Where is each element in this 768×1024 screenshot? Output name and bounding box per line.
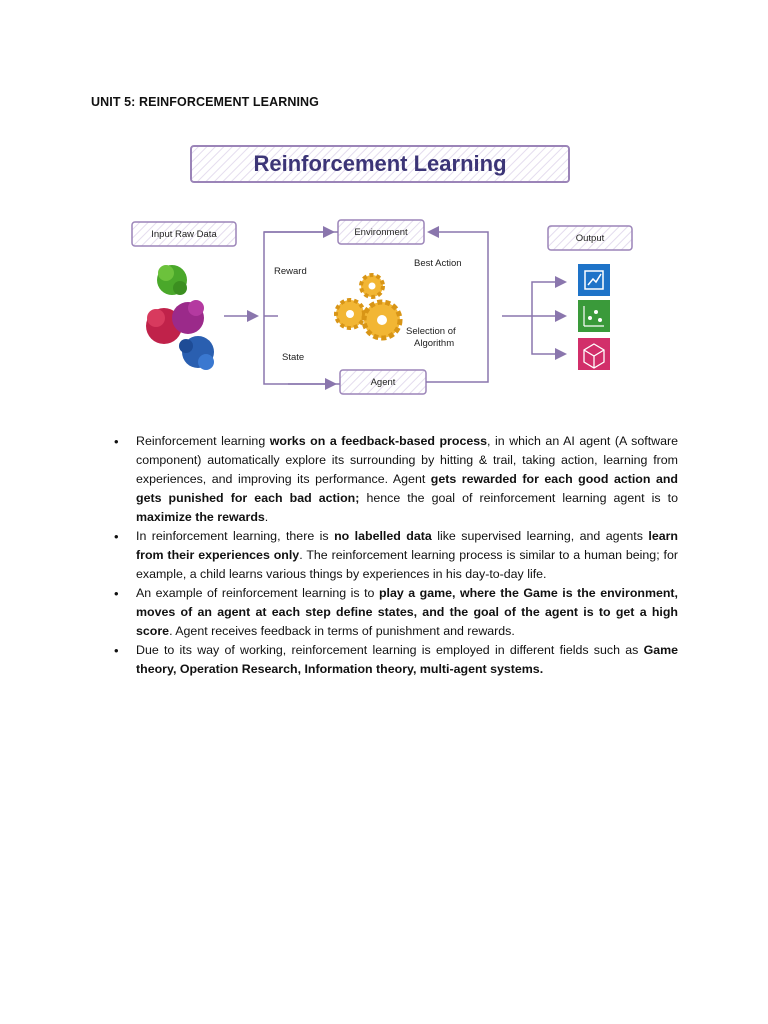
bullet-bold: learn from their experiences only [136,529,679,562]
diagram-title: Reinforcement Learning [253,151,507,176]
bullet-bold: maximize the rewards [136,510,265,524]
bullet-list [112,432,678,679]
selection-label-line1: Selection of [406,326,456,337]
bullet-text: hence the goal of reinforcement learning agent is to [359,491,678,505]
rl-diagram [128,140,648,400]
bullet-item [112,432,678,527]
bullet-text: like supervised learning, and agents [431,529,649,543]
raw-data-cluster [146,265,214,370]
bullet-bold: gets rewarded for each good action and gets punished for each bad action; [136,472,678,505]
selection-label-line2: Algorithm [414,338,455,349]
bullet-bold: Game theory, Operation Research, Information theory, multi-agent systems. [136,643,678,676]
bullet-text: . The reinforcement learning process is similar to a human being; for example, a child learns various things by experiences in his day-to-day life. [136,548,678,581]
best-action-label: Best Action [414,258,462,269]
bullet-text: An example of reinforcement learning is to [136,586,379,600]
agent-label: Agent [370,376,396,388]
bullet-text: , in which an AI agent (A software component) automatically explore its surrounding by hitting & trail, taking action, learning from experiences, and improving its performance. Agent [136,434,678,486]
bullet-bold: works on a feedback-based process [269,434,488,448]
environment-label: Environment [354,226,408,238]
bullet-text: . Agent receives feedback in terms of punishment and rewards. [169,624,515,638]
bullet-text: Due to its way of working, reinforcement learning is employed in different fields such as [136,643,644,657]
bullet-text: In reinforcement learning, there is [136,529,335,543]
bullet-text: . [264,510,269,524]
bullet-bold: play a game, where the Game is the environment, moves of an agent at each step define states, and the goal of the agent is to get a high score [136,586,678,638]
output-graph-icon [578,300,610,332]
reward-label: Reward [274,266,307,277]
output-label: Output [575,232,605,244]
input-label: Input Raw Data [151,228,217,240]
bullet-text: Reinforcement learning [136,434,270,448]
bullet-bold: no labelled data [334,529,432,543]
bullet-item [112,527,678,584]
bullet-item [112,584,678,641]
state-label: State [282,352,305,363]
gears-icon [336,275,400,338]
bullet-item [112,641,678,679]
unit-heading: UNIT 5: REINFORCEMENT LEARNING [91,95,319,109]
